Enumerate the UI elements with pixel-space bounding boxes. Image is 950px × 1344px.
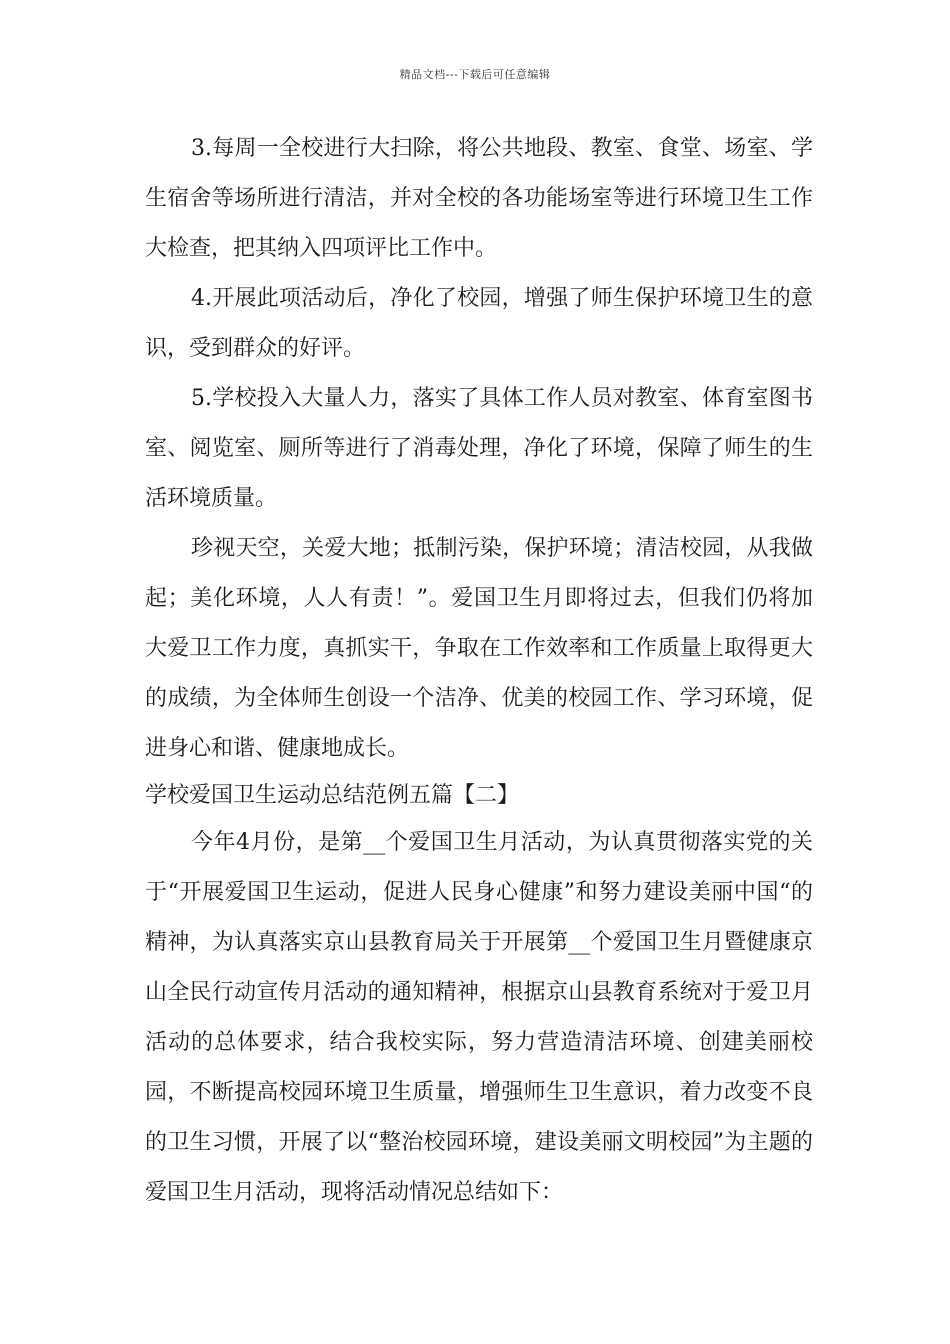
paragraph-conclusion: 珍视天空，关爱大地；抵制污染，保护环境；清洁校园，从我做起；美化环境，人人有责！”。爱国卫生月即将过去，但我们仍将加大爱卫工作力度，真抓实干，争取在工作效率和工作质量上取得更大的成绩，为全体师生创设一个洁净、优美的校园工作、学习环境，促进身心和谐、健康地成长。 bbox=[145, 536, 813, 761]
paragraph-intro: 今年4月份，是第__个爱国卫生月活动，为认真贯彻落实党的关于“开展爱国卫生运动，促进人民身心健康”和努力建设美丽中国“的精神，为认真落实京山县教育局关于开展第__个爱国卫生月暨健康京山全民行动宣传月活动的通知精神，根据京山县教育系统对于爱卫月活动的总体要求，结合我校实际，努力营造清洁环境、创建美丽校园，不断提高校园环境卫生质量，增强师生卫生意识，着力改变不良的卫生习惯，开展了以“整治校园环境，建设美丽文明校园”为主题的爱国卫生月活动，现将活动情况总结如下： bbox=[145, 830, 813, 1205]
paragraph-item-4: 4.开展此项活动后，净化了校园，增强了师生保护环境卫生的意识，受到群众的好评。 bbox=[145, 286, 813, 361]
paragraph-item-5: 5.学校投入大量人力，落实了具体工作人员对教室、体育室图书室、阅览室、厕所等进行了消毒处理，净化了环境，保障了师生的生活环境质量。 bbox=[145, 386, 813, 511]
page-header: 精品文档---下载后可任意编辑 bbox=[399, 68, 551, 81]
paragraph-item-3: 3.每周一全校进行大扫除，将公共地段、教室、食堂、场室、学生宿舍等场所进行清洁，并对全校的各功能场室等进行环境卫生工作大检查，把其纳入四项评比工作中。 bbox=[145, 136, 813, 261]
section-title: 学校爱国卫生运动总结范例五篇【二】 bbox=[145, 783, 520, 808]
document-body bbox=[145, 124, 813, 1218]
